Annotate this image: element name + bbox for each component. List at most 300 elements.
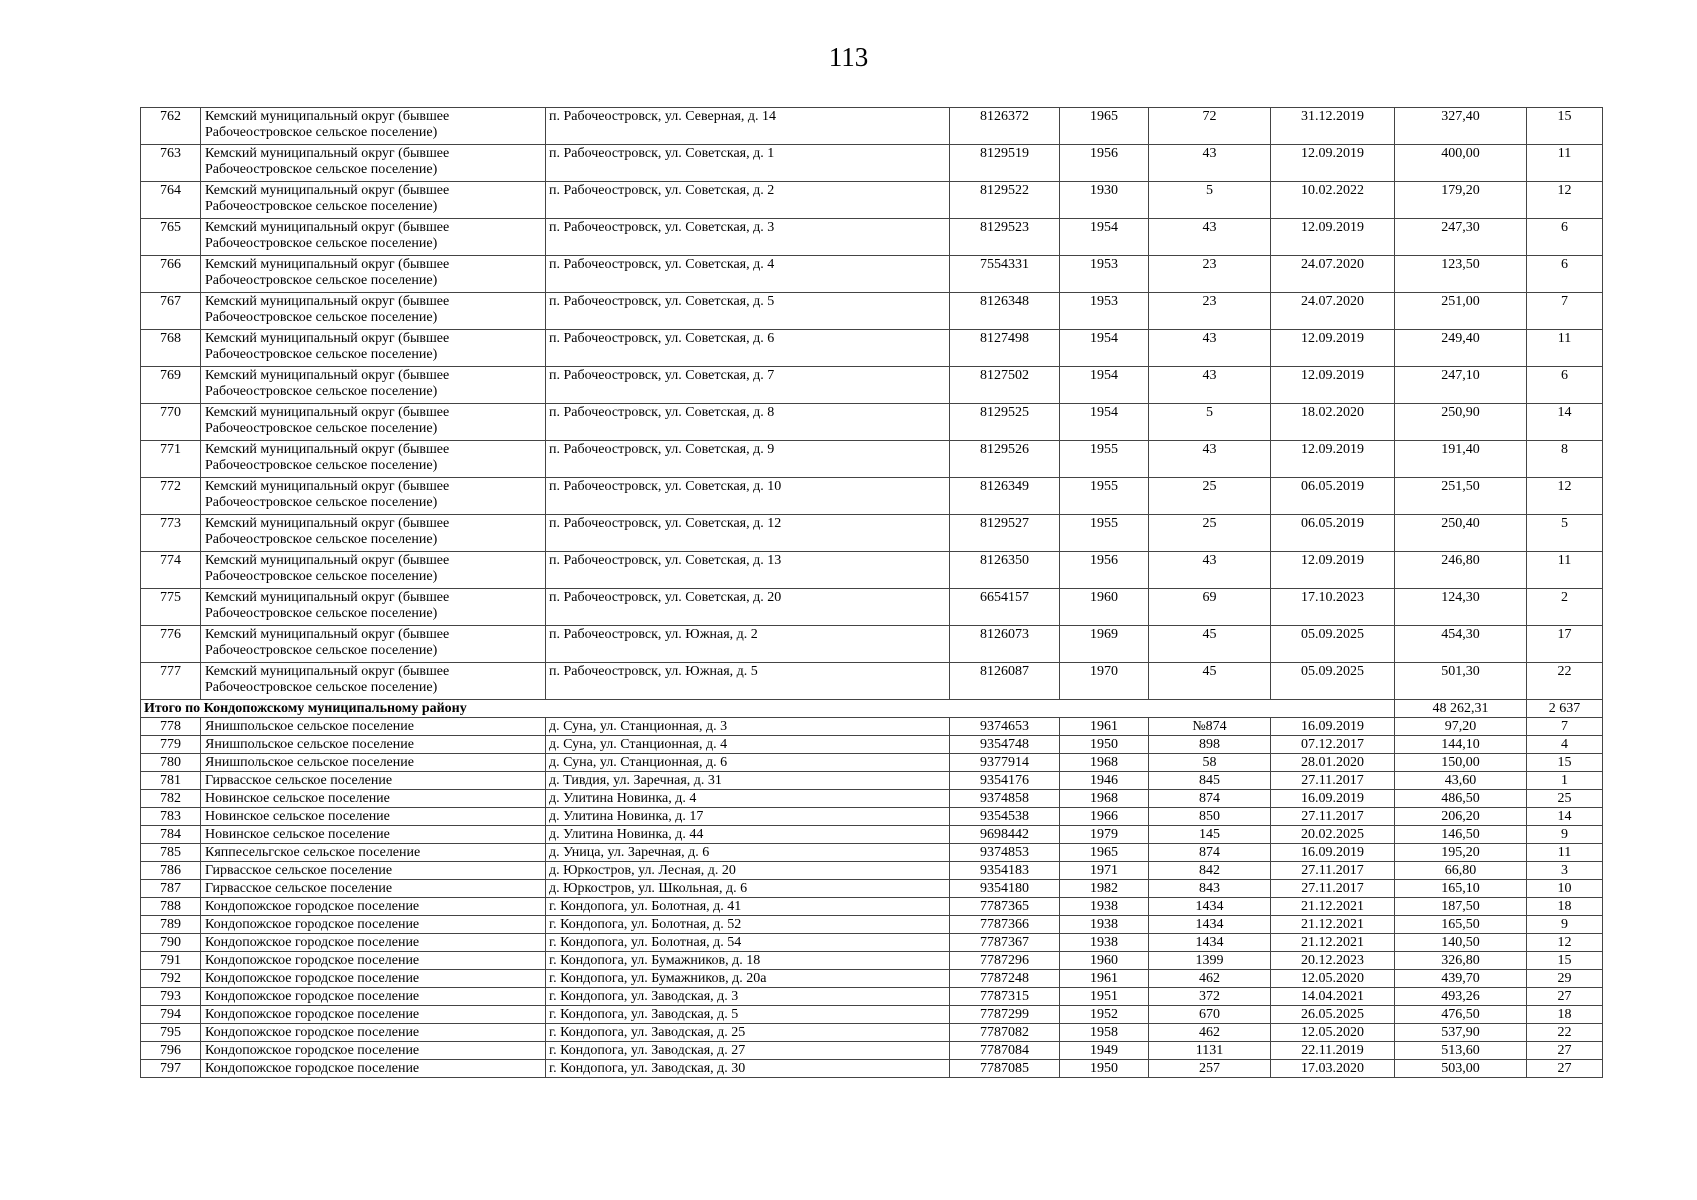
municipality-cell: Кемский муниципальный округ (бывшее Рабочеостровское сельское поселение)	[201, 256, 546, 293]
row-number: 766	[141, 256, 201, 293]
document-number-cell: 23	[1149, 293, 1271, 330]
document-number-cell: 43	[1149, 330, 1271, 367]
address-cell: п. Рабочеостровск, ул. Советская, д. 12	[546, 515, 950, 552]
table-row	[141, 1060, 1603, 1078]
building-code-cell: 9377914	[950, 754, 1060, 772]
table-row	[141, 404, 1603, 441]
table-row	[141, 898, 1603, 916]
address-cell: п. Рабочеостровск, ул. Советская, д. 7	[546, 367, 950, 404]
document-number-cell: 850	[1149, 808, 1271, 826]
document-number-cell: 1399	[1149, 952, 1271, 970]
table-row	[141, 515, 1603, 552]
row-number: 795	[141, 1024, 201, 1042]
address-cell: п. Рабочеостровск, ул. Советская, д. 8	[546, 404, 950, 441]
building-code-cell: 7787296	[950, 952, 1060, 970]
row-number: 770	[141, 404, 201, 441]
build-year-cell: 1958	[1060, 1024, 1149, 1042]
residents-cell: 11	[1527, 330, 1603, 367]
document-date-cell: 05.09.2025	[1271, 626, 1395, 663]
group-b-rows	[141, 718, 1603, 1078]
building-code-cell: 7787085	[950, 1060, 1060, 1078]
residents-cell: 12	[1527, 182, 1603, 219]
document-number-cell: 874	[1149, 790, 1271, 808]
building-code-cell: 9354183	[950, 862, 1060, 880]
address-cell: г. Кондопога, ул. Заводская, д. 3	[546, 988, 950, 1006]
area-cell: 454,30	[1395, 626, 1527, 663]
residents-cell: 29	[1527, 970, 1603, 988]
address-cell: д. Улитина Новинка, д. 4	[546, 790, 950, 808]
municipality-cell: Кемский муниципальный округ (бывшее Рабочеостровское сельское поселение)	[201, 515, 546, 552]
row-number: 797	[141, 1060, 201, 1078]
residents-cell: 9	[1527, 916, 1603, 934]
table-row	[141, 790, 1603, 808]
row-number: 796	[141, 1042, 201, 1060]
building-code-cell: 6654157	[950, 589, 1060, 626]
building-code-cell: 8127498	[950, 330, 1060, 367]
municipality-cell: Кемский муниципальный округ (бывшее Рабочеостровское сельское поселение)	[201, 626, 546, 663]
document-date-cell: 21.12.2021	[1271, 934, 1395, 952]
document-number-cell: 58	[1149, 754, 1271, 772]
document-date-cell: 12.09.2019	[1271, 330, 1395, 367]
area-cell: 123,50	[1395, 256, 1527, 293]
document-date-cell: 31.12.2019	[1271, 108, 1395, 145]
document-number-cell: 1434	[1149, 934, 1271, 952]
residents-cell: 12	[1527, 934, 1603, 952]
document-date-cell: 06.05.2019	[1271, 478, 1395, 515]
document-date-cell: 10.02.2022	[1271, 182, 1395, 219]
municipality-cell: Янишпольское сельское поселение	[201, 736, 546, 754]
document-number-cell: 43	[1149, 441, 1271, 478]
build-year-cell: 1968	[1060, 790, 1149, 808]
address-cell: г. Кондопога, ул. Болотная, д. 54	[546, 934, 950, 952]
row-number: 784	[141, 826, 201, 844]
municipality-cell: Новинское сельское поселение	[201, 790, 546, 808]
area-cell: 140,50	[1395, 934, 1527, 952]
address-cell: д. Суна, ул. Станционная, д. 3	[546, 718, 950, 736]
row-number: 777	[141, 663, 201, 700]
municipality-cell: Янишпольское сельское поселение	[201, 718, 546, 736]
area-cell: 249,40	[1395, 330, 1527, 367]
address-cell: г. Кондопога, ул. Заводская, д. 27	[546, 1042, 950, 1060]
building-code-cell: 7554331	[950, 256, 1060, 293]
document-date-cell: 27.11.2017	[1271, 808, 1395, 826]
housing-register-table	[140, 107, 1603, 1078]
document-number-cell: 25	[1149, 515, 1271, 552]
area-cell: 146,50	[1395, 826, 1527, 844]
table-row	[141, 862, 1603, 880]
document-number-cell: 43	[1149, 552, 1271, 589]
building-code-cell: 7787366	[950, 916, 1060, 934]
document-number-cell: 462	[1149, 1024, 1271, 1042]
area-cell: 179,20	[1395, 182, 1527, 219]
build-year-cell: 1952	[1060, 1006, 1149, 1024]
document-date-cell: 21.12.2021	[1271, 898, 1395, 916]
build-year-cell: 1955	[1060, 478, 1149, 515]
residents-cell: 6	[1527, 367, 1603, 404]
address-cell: г. Кондопога, ул. Заводская, д. 30	[546, 1060, 950, 1078]
municipality-cell: Кондопожское городское поселение	[201, 970, 546, 988]
address-cell: д. Юркостров, ул. Лесная, д. 20	[546, 862, 950, 880]
document-date-cell: 12.05.2020	[1271, 1024, 1395, 1042]
residents-cell: 18	[1527, 898, 1603, 916]
document-number-cell: 69	[1149, 589, 1271, 626]
residents-cell: 1	[1527, 772, 1603, 790]
row-number: 794	[141, 1006, 201, 1024]
residents-cell: 15	[1527, 952, 1603, 970]
document-date-cell: 12.05.2020	[1271, 970, 1395, 988]
table-row	[141, 330, 1603, 367]
build-year-cell: 1956	[1060, 145, 1149, 182]
municipality-cell: Кондопожское городское поселение	[201, 1006, 546, 1024]
municipality-cell: Кемский муниципальный округ (бывшее Рабочеостровское сельское поселение)	[201, 293, 546, 330]
build-year-cell: 1938	[1060, 916, 1149, 934]
residents-cell: 2	[1527, 589, 1603, 626]
building-code-cell: 7787365	[950, 898, 1060, 916]
document-number-cell: 898	[1149, 736, 1271, 754]
row-number: 773	[141, 515, 201, 552]
document-date-cell: 24.07.2020	[1271, 293, 1395, 330]
building-code-cell: 8126348	[950, 293, 1060, 330]
residents-cell: 6	[1527, 219, 1603, 256]
row-number: 790	[141, 934, 201, 952]
municipality-cell: Кемский муниципальный округ (бывшее Рабочеостровское сельское поселение)	[201, 441, 546, 478]
table-row	[141, 108, 1603, 145]
build-year-cell: 1950	[1060, 1060, 1149, 1078]
row-number: 793	[141, 988, 201, 1006]
build-year-cell: 1965	[1060, 844, 1149, 862]
residents-cell: 22	[1527, 1024, 1603, 1042]
building-code-cell: 7787082	[950, 1024, 1060, 1042]
area-cell: 250,40	[1395, 515, 1527, 552]
row-number: 792	[141, 970, 201, 988]
address-cell: п. Рабочеостровск, ул. Северная, д. 14	[546, 108, 950, 145]
address-cell: п. Рабочеостровск, ул. Советская, д. 6	[546, 330, 950, 367]
document-date-cell: 05.09.2025	[1271, 663, 1395, 700]
row-number: 772	[141, 478, 201, 515]
document-number-cell: 845	[1149, 772, 1271, 790]
building-code-cell: 9354538	[950, 808, 1060, 826]
residents-cell: 11	[1527, 145, 1603, 182]
build-year-cell: 1954	[1060, 404, 1149, 441]
document-number-cell: 45	[1149, 626, 1271, 663]
area-cell: 165,10	[1395, 880, 1527, 898]
document-date-cell: 21.12.2021	[1271, 916, 1395, 934]
document-number-cell: 43	[1149, 145, 1271, 182]
build-year-cell: 1960	[1060, 589, 1149, 626]
building-code-cell: 9374858	[950, 790, 1060, 808]
residents-cell: 7	[1527, 293, 1603, 330]
municipality-cell: Гирвасское сельское поселение	[201, 862, 546, 880]
building-code-cell: 7787367	[950, 934, 1060, 952]
area-cell: 476,50	[1395, 1006, 1527, 1024]
build-year-cell: 1956	[1060, 552, 1149, 589]
document-number-cell: 843	[1149, 880, 1271, 898]
document-date-cell: 16.09.2019	[1271, 790, 1395, 808]
residents-cell: 15	[1527, 108, 1603, 145]
area-cell: 513,60	[1395, 1042, 1527, 1060]
area-cell: 326,80	[1395, 952, 1527, 970]
row-number: 780	[141, 754, 201, 772]
building-code-cell: 8129526	[950, 441, 1060, 478]
address-cell: д. Суна, ул. Станционная, д. 6	[546, 754, 950, 772]
address-cell: д. Уница, ул. Заречная, д. 6	[546, 844, 950, 862]
area-cell: 43,60	[1395, 772, 1527, 790]
total-residents: 2 637	[1527, 700, 1603, 718]
municipality-cell: Кемский муниципальный округ (бывшее Рабочеостровское сельское поселение)	[201, 404, 546, 441]
build-year-cell: 1979	[1060, 826, 1149, 844]
area-cell: 97,20	[1395, 718, 1527, 736]
document-date-cell: 27.11.2017	[1271, 862, 1395, 880]
document-number-cell: 670	[1149, 1006, 1271, 1024]
page-number: 113	[828, 42, 869, 72]
municipality-cell: Новинское сельское поселение	[201, 808, 546, 826]
table-row	[141, 145, 1603, 182]
municipality-cell: Кондопожское городское поселение	[201, 916, 546, 934]
build-year-cell: 1969	[1060, 626, 1149, 663]
document-number-cell: 874	[1149, 844, 1271, 862]
document-date-cell: 18.02.2020	[1271, 404, 1395, 441]
address-cell: п. Рабочеостровск, ул. Советская, д. 20	[546, 589, 950, 626]
address-cell: п. Рабочеостровск, ул. Южная, д. 2	[546, 626, 950, 663]
document-number-cell: 1434	[1149, 916, 1271, 934]
address-cell: г. Кондопога, ул. Болотная, д. 41	[546, 898, 950, 916]
building-code-cell: 9374653	[950, 718, 1060, 736]
document-date-cell: 27.11.2017	[1271, 772, 1395, 790]
residents-cell: 27	[1527, 1042, 1603, 1060]
document-date-cell: 06.05.2019	[1271, 515, 1395, 552]
row-number: 782	[141, 790, 201, 808]
row-number: 776	[141, 626, 201, 663]
municipality-cell: Кяппесельгское сельское поселение	[201, 844, 546, 862]
document-number-cell: 462	[1149, 970, 1271, 988]
build-year-cell: 1954	[1060, 330, 1149, 367]
residents-cell: 18	[1527, 1006, 1603, 1024]
build-year-cell: 1970	[1060, 663, 1149, 700]
row-number: 768	[141, 330, 201, 367]
build-year-cell: 1955	[1060, 515, 1149, 552]
area-cell: 493,26	[1395, 988, 1527, 1006]
address-cell: п. Рабочеостровск, ул. Советская, д. 10	[546, 478, 950, 515]
row-number: 765	[141, 219, 201, 256]
area-cell: 124,30	[1395, 589, 1527, 626]
building-code-cell: 7787315	[950, 988, 1060, 1006]
table-row	[141, 293, 1603, 330]
build-year-cell: 1965	[1060, 108, 1149, 145]
area-cell: 150,00	[1395, 754, 1527, 772]
address-cell: п. Рабочеостровск, ул. Советская, д. 2	[546, 182, 950, 219]
table-row	[141, 934, 1603, 952]
area-cell: 144,10	[1395, 736, 1527, 754]
address-cell: п. Рабочеостровск, ул. Советская, д. 4	[546, 256, 950, 293]
table-row	[141, 1006, 1603, 1024]
row-number: 763	[141, 145, 201, 182]
document-date-cell: 22.11.2019	[1271, 1042, 1395, 1060]
area-cell: 251,50	[1395, 478, 1527, 515]
document-number-cell: 145	[1149, 826, 1271, 844]
document-date-cell: 12.09.2019	[1271, 219, 1395, 256]
table-row	[141, 626, 1603, 663]
residents-cell: 5	[1527, 515, 1603, 552]
document-date-cell: 12.09.2019	[1271, 441, 1395, 478]
residents-cell: 8	[1527, 441, 1603, 478]
build-year-cell: 1953	[1060, 293, 1149, 330]
document-number-cell: 5	[1149, 182, 1271, 219]
building-code-cell: 8126372	[950, 108, 1060, 145]
building-code-cell: 7787248	[950, 970, 1060, 988]
address-cell: г. Кондопога, ул. Заводская, д. 5	[546, 1006, 950, 1024]
area-cell: 191,40	[1395, 441, 1527, 478]
document-date-cell: 26.05.2025	[1271, 1006, 1395, 1024]
table-row	[141, 182, 1603, 219]
residents-cell: 15	[1527, 754, 1603, 772]
area-cell: 165,50	[1395, 916, 1527, 934]
row-number: 778	[141, 718, 201, 736]
municipality-cell: Кондопожское городское поселение	[201, 898, 546, 916]
document-date-cell: 24.07.2020	[1271, 256, 1395, 293]
document-number-cell: 25	[1149, 478, 1271, 515]
area-cell: 327,40	[1395, 108, 1527, 145]
document-number-cell: 72	[1149, 108, 1271, 145]
building-code-cell: 9354180	[950, 880, 1060, 898]
row-number: 781	[141, 772, 201, 790]
document-number-cell: 842	[1149, 862, 1271, 880]
address-cell: г. Кондопога, ул. Болотная, д. 52	[546, 916, 950, 934]
document-date-cell: 28.01.2020	[1271, 754, 1395, 772]
build-year-cell: 1968	[1060, 754, 1149, 772]
row-number: 764	[141, 182, 201, 219]
building-code-cell: 8126073	[950, 626, 1060, 663]
table-row	[141, 367, 1603, 404]
residents-cell: 14	[1527, 404, 1603, 441]
build-year-cell: 1966	[1060, 808, 1149, 826]
build-year-cell: 1938	[1060, 898, 1149, 916]
municipality-cell: Кемский муниципальный округ (бывшее Рабочеостровское сельское поселение)	[201, 367, 546, 404]
municipality-cell: Новинское сельское поселение	[201, 826, 546, 844]
area-cell: 246,80	[1395, 552, 1527, 589]
document-number-cell: 1131	[1149, 1042, 1271, 1060]
document-number-cell: 43	[1149, 367, 1271, 404]
municipality-cell: Кемский муниципальный округ (бывшее Рабочеостровское сельское поселение)	[201, 663, 546, 700]
municipality-cell: Кондопожское городское поселение	[201, 1060, 546, 1078]
build-year-cell: 1982	[1060, 880, 1149, 898]
address-cell: д. Тивдия, ул. Заречная, д. 31	[546, 772, 950, 790]
document-date-cell: 20.02.2025	[1271, 826, 1395, 844]
residents-cell: 11	[1527, 552, 1603, 589]
table-row	[141, 754, 1603, 772]
building-code-cell: 9354176	[950, 772, 1060, 790]
building-code-cell: 8129527	[950, 515, 1060, 552]
municipality-cell: Кемский муниципальный округ (бывшее Рабочеостровское сельское поселение)	[201, 478, 546, 515]
building-code-cell: 9374853	[950, 844, 1060, 862]
municipality-cell: Кемский муниципальный округ (бывшее Рабочеостровское сельское поселение)	[201, 182, 546, 219]
row-number: 783	[141, 808, 201, 826]
total-label: Итого по Кондопожскому муниципальному району	[141, 700, 1395, 718]
table-row	[141, 880, 1603, 898]
table-row	[141, 718, 1603, 736]
building-code-cell: 8127502	[950, 367, 1060, 404]
residents-cell: 25	[1527, 790, 1603, 808]
table-row	[141, 916, 1603, 934]
table-row	[141, 478, 1603, 515]
table-row	[141, 988, 1603, 1006]
table-row	[141, 772, 1603, 790]
table-row	[141, 1042, 1603, 1060]
build-year-cell: 1961	[1060, 718, 1149, 736]
document-date-cell: 20.12.2023	[1271, 952, 1395, 970]
residents-cell: 17	[1527, 626, 1603, 663]
residents-cell: 4	[1527, 736, 1603, 754]
build-year-cell: 1950	[1060, 736, 1149, 754]
build-year-cell: 1949	[1060, 1042, 1149, 1060]
row-number: 788	[141, 898, 201, 916]
building-code-cell: 9698442	[950, 826, 1060, 844]
address-cell: г. Кондопога, ул. Бумажников, д. 20а	[546, 970, 950, 988]
build-year-cell: 1930	[1060, 182, 1149, 219]
address-cell: д. Суна, ул. Станционная, д. 4	[546, 736, 950, 754]
municipality-cell: Гирвасское сельское поселение	[201, 772, 546, 790]
build-year-cell: 1954	[1060, 219, 1149, 256]
table-row	[141, 826, 1603, 844]
residents-cell: 3	[1527, 862, 1603, 880]
table-row	[141, 256, 1603, 293]
row-number: 779	[141, 736, 201, 754]
table-row	[141, 736, 1603, 754]
document-number-cell: 372	[1149, 988, 1271, 1006]
address-cell: п. Рабочеостровск, ул. Южная, д. 5	[546, 663, 950, 700]
document-date-cell: 12.09.2019	[1271, 145, 1395, 182]
address-cell: д. Юркостров, ул. Школьная, д. 6	[546, 880, 950, 898]
area-cell: 247,30	[1395, 219, 1527, 256]
table-row	[141, 219, 1603, 256]
total-area: 48 262,31	[1395, 700, 1527, 718]
area-cell: 486,50	[1395, 790, 1527, 808]
row-number: 789	[141, 916, 201, 934]
residents-cell: 22	[1527, 663, 1603, 700]
build-year-cell: 1971	[1060, 862, 1149, 880]
document-date-cell: 16.09.2019	[1271, 718, 1395, 736]
table-row	[141, 441, 1603, 478]
total-row	[141, 700, 1603, 718]
area-cell: 187,50	[1395, 898, 1527, 916]
building-code-cell: 8129525	[950, 404, 1060, 441]
residents-cell: 11	[1527, 844, 1603, 862]
address-cell: п. Рабочеостровск, ул. Советская, д. 3	[546, 219, 950, 256]
build-year-cell: 1953	[1060, 256, 1149, 293]
row-number: 786	[141, 862, 201, 880]
address-cell: г. Кондопога, ул. Заводская, д. 25	[546, 1024, 950, 1042]
residents-cell: 7	[1527, 718, 1603, 736]
area-cell: 250,90	[1395, 404, 1527, 441]
table-row	[141, 844, 1603, 862]
build-year-cell: 1946	[1060, 772, 1149, 790]
area-cell: 195,20	[1395, 844, 1527, 862]
area-cell: 537,90	[1395, 1024, 1527, 1042]
building-code-cell: 8129522	[950, 182, 1060, 219]
building-code-cell: 9354748	[950, 736, 1060, 754]
row-number: 767	[141, 293, 201, 330]
building-code-cell: 8126350	[950, 552, 1060, 589]
municipality-cell: Кондопожское городское поселение	[201, 988, 546, 1006]
build-year-cell: 1955	[1060, 441, 1149, 478]
residents-cell: 10	[1527, 880, 1603, 898]
residents-cell: 27	[1527, 988, 1603, 1006]
document-date-cell: 12.09.2019	[1271, 367, 1395, 404]
document-number-cell: 45	[1149, 663, 1271, 700]
building-code-cell: 8126349	[950, 478, 1060, 515]
total-section	[141, 700, 1603, 718]
build-year-cell: 1960	[1060, 952, 1149, 970]
residents-cell: 12	[1527, 478, 1603, 515]
